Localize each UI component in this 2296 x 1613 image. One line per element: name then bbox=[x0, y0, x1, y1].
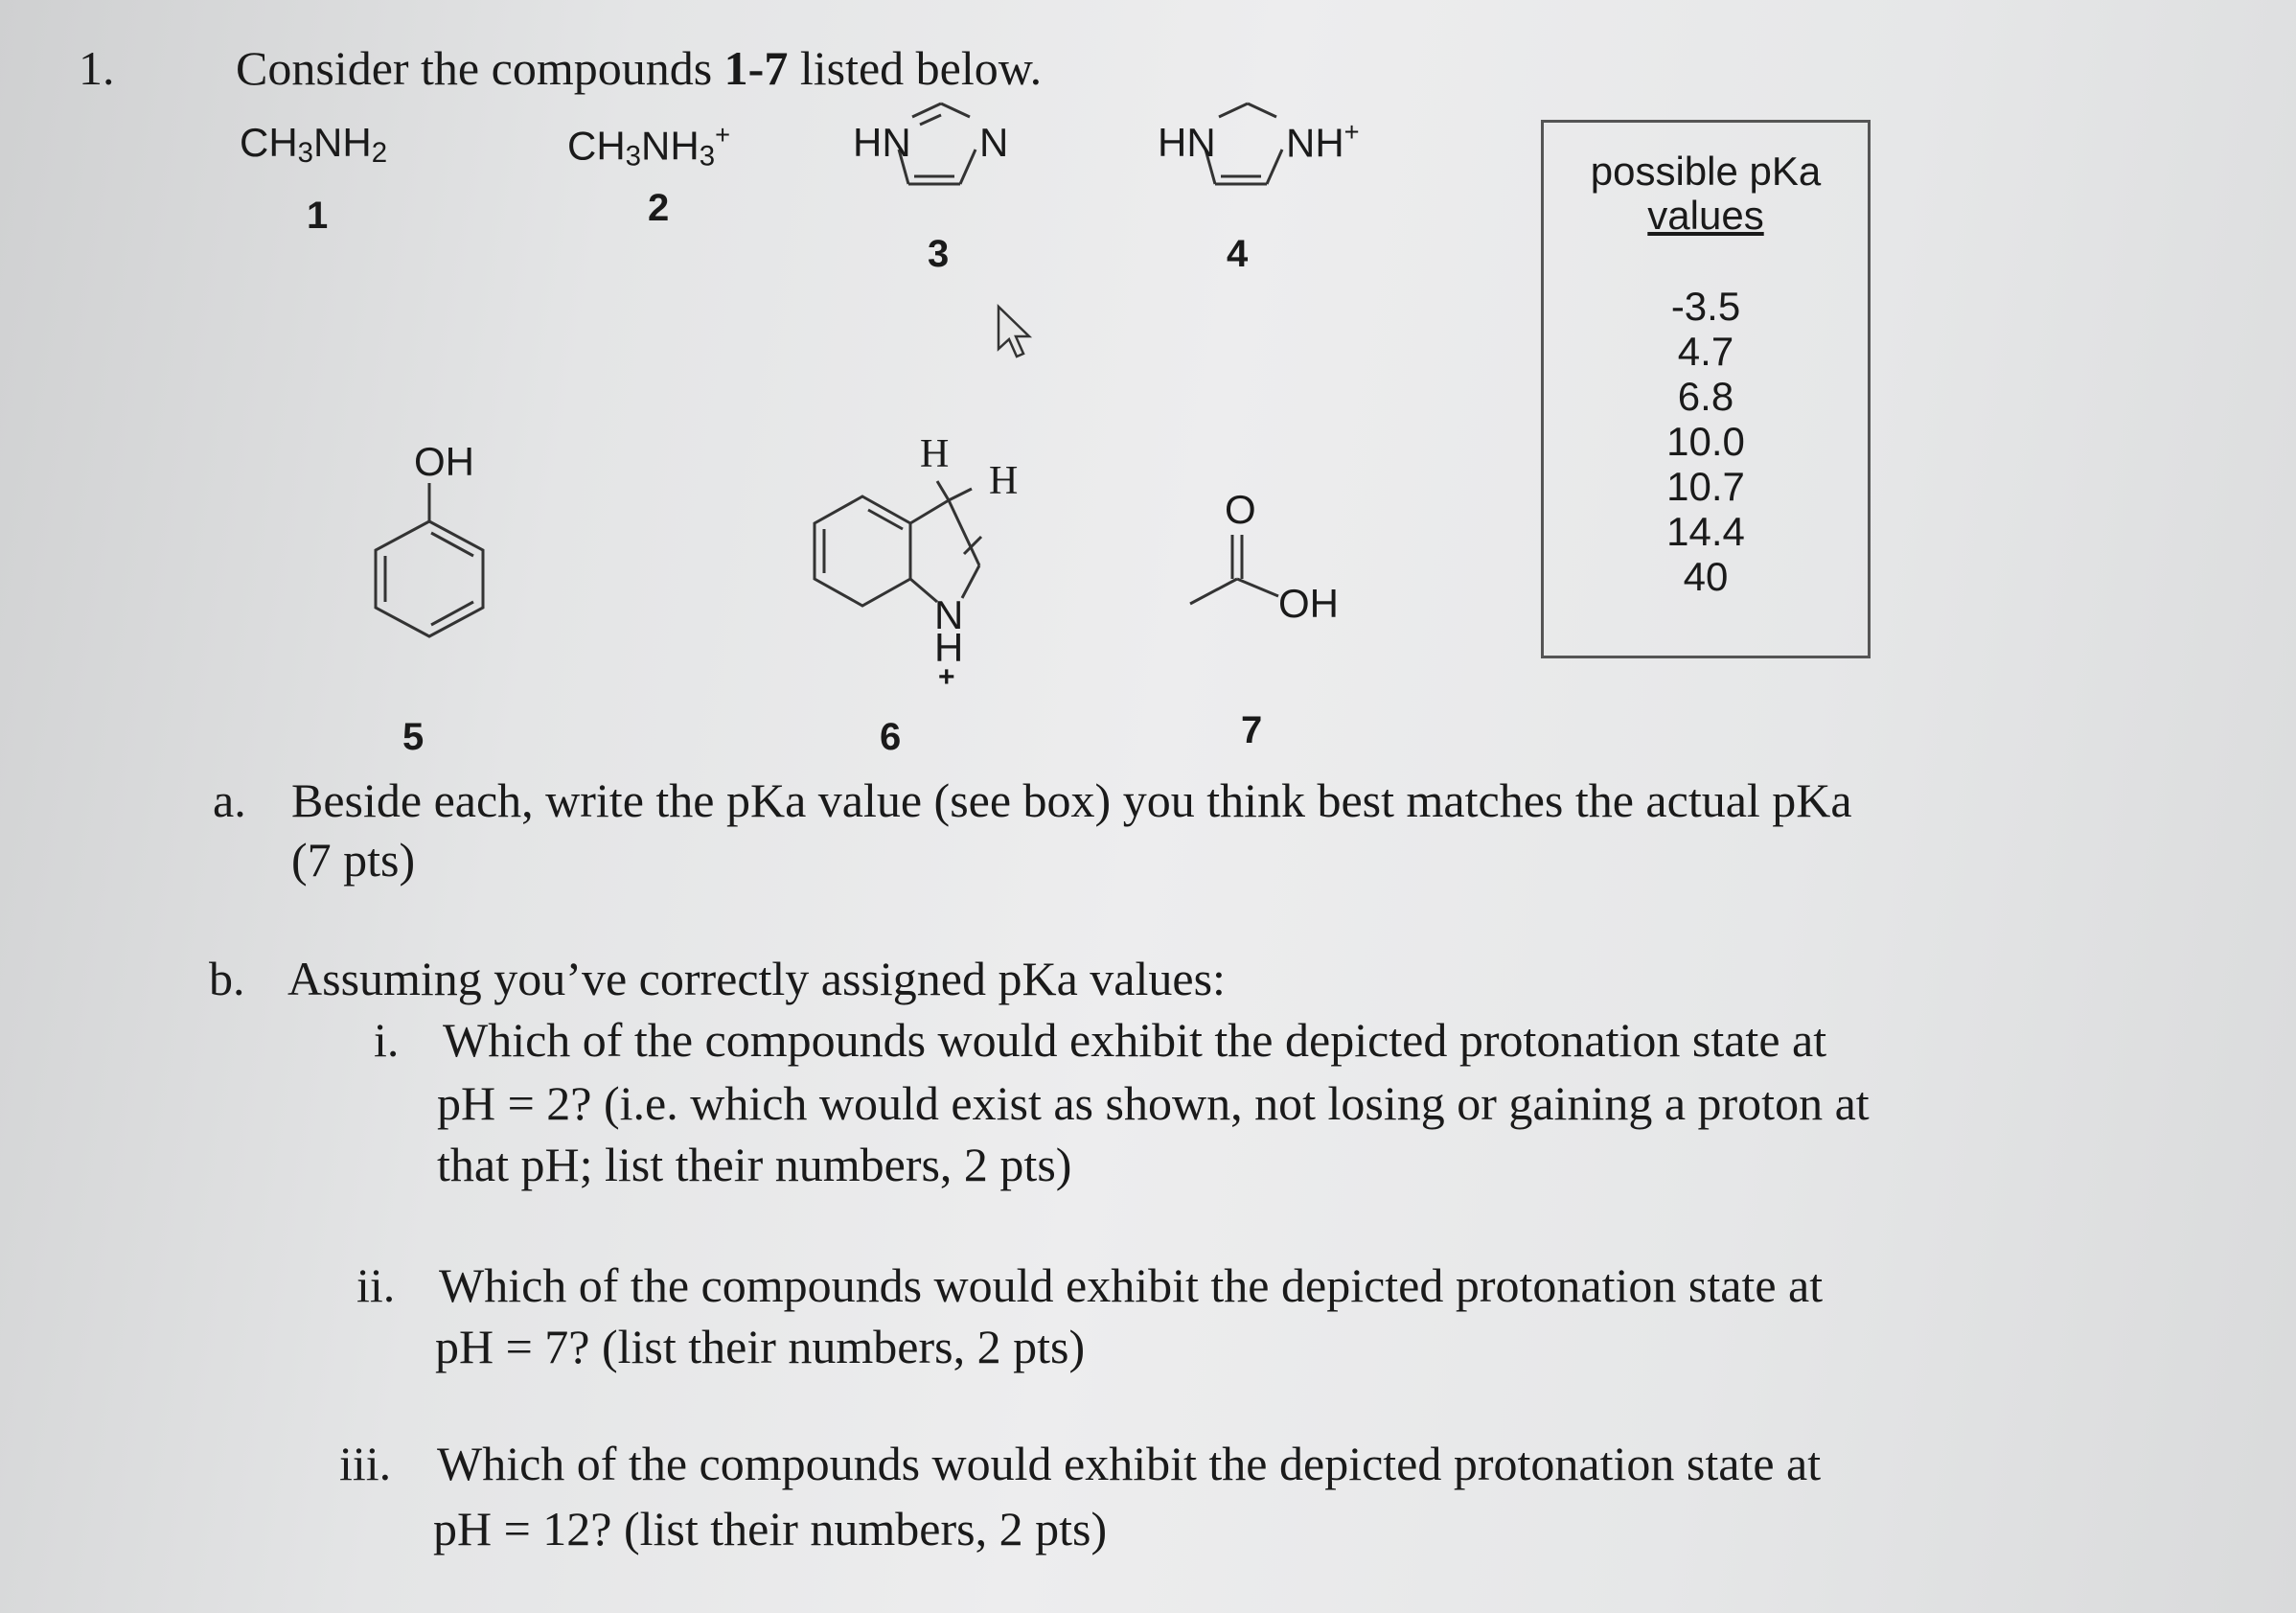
compound-6-charge: + bbox=[938, 661, 955, 693]
compound-4-number: 4 bbox=[1227, 233, 1249, 275]
pka-values-box bbox=[1541, 120, 1871, 658]
part-a-marker: a. bbox=[213, 773, 246, 827]
pka-value: 4.7 bbox=[1677, 329, 1734, 374]
pka-values-list bbox=[1544, 284, 1868, 599]
compound-6-nh-label: H bbox=[934, 625, 964, 670]
compound-5-number: 5 bbox=[402, 716, 425, 758]
compound-7-o-label: O bbox=[1225, 487, 1256, 532]
part-a-line1: Beside each, write the pKa value (see box) you think best matches the actual pKa bbox=[291, 773, 1852, 827]
pka-value: 40 bbox=[1683, 554, 1729, 599]
part-b-iii-line2: pH = 12? (list their numbers, 2 pts) bbox=[433, 1502, 1108, 1555]
compound-2-formula: $CH_3NH_3^+$ bbox=[567, 120, 731, 173]
part-b-i-line2: pH = 2? (i.e. which would exist as shown, not losing or gaining a proton at bbox=[437, 1076, 1870, 1130]
part-b-marker: b. bbox=[209, 952, 245, 1005]
compound-1-formula: $CH_3NH_2$ bbox=[240, 120, 388, 169]
compound-3-number: 3 bbox=[928, 233, 950, 275]
pka-box-title: possible pKa values bbox=[1590, 149, 1822, 238]
compound-4-hn-label: HN bbox=[1158, 120, 1216, 165]
part-b-iii-marker: iii. bbox=[339, 1437, 392, 1490]
question-prompt: Consider the compounds 1-7 listed below. bbox=[236, 41, 1043, 95]
part-b-i-line3: that pH; list their numbers, 2 pts) bbox=[437, 1138, 1072, 1191]
part-a-line2: (7 pts) bbox=[291, 833, 416, 887]
pka-value: 10.0 bbox=[1666, 419, 1745, 464]
compound-7-number: 7 bbox=[1241, 709, 1263, 751]
compound-6-h2-label: H bbox=[989, 459, 1019, 503]
compound-2-number: 2 bbox=[648, 187, 670, 229]
part-b-iii-line1: Which of the compounds would exhibit the depicted protonation state at bbox=[437, 1437, 1822, 1490]
question-number: 1. bbox=[79, 41, 115, 95]
part-b-ii-line1: Which of the compounds would exhibit the depicted protonation state at bbox=[439, 1258, 1824, 1312]
compound-7-structure bbox=[1179, 527, 1294, 613]
mouse-cursor-icon bbox=[997, 305, 1035, 362]
part-b-ii-line2: pH = 7? (list their numbers, 2 pts) bbox=[435, 1320, 1086, 1373]
compound-3-hn-label: HN bbox=[853, 120, 911, 165]
part-b-i-marker: i. bbox=[374, 1013, 400, 1067]
part-b-ii-marker: ii. bbox=[356, 1258, 396, 1312]
pka-value: 6.8 bbox=[1677, 374, 1734, 419]
compound-6-number: 6 bbox=[880, 716, 902, 758]
pka-value: 10.7 bbox=[1666, 464, 1745, 509]
compound-5-oh-label: OH bbox=[414, 439, 474, 484]
compound-4-nh-label: NH+ bbox=[1286, 117, 1360, 166]
compound-6-h1-label: H bbox=[920, 432, 950, 476]
compound-1-number: 1 bbox=[307, 195, 329, 237]
compound-3-n-label: N bbox=[979, 120, 1009, 165]
compound-5-benzene-structure bbox=[364, 479, 498, 661]
part-b-i-line1: Which of the compounds would exhibit the depicted protonation state at bbox=[443, 1013, 1827, 1067]
compound-7-oh-label: OH bbox=[1278, 581, 1339, 626]
pka-value: 14.4 bbox=[1666, 509, 1745, 554]
compound-6-n-label: N bbox=[934, 592, 964, 637]
part-b-text: Assuming you’ve correctly assigned pKa values: bbox=[287, 952, 1226, 1005]
compound-6-structure bbox=[776, 470, 1025, 690]
pka-value: -3.5 bbox=[1670, 284, 1741, 329]
